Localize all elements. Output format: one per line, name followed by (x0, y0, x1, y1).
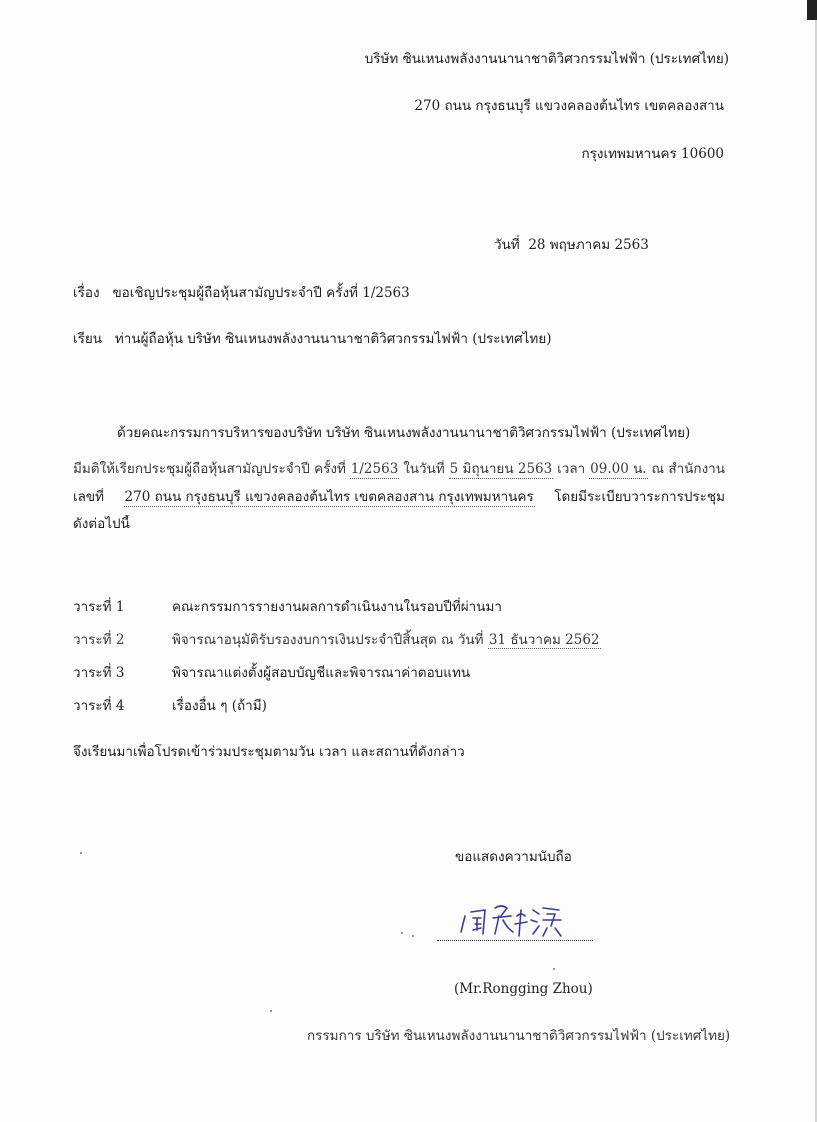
scan-speck (80, 852, 82, 854)
agenda-3-text: พิจารณาแต่งตั้งผู้สอบบัญชีและพิจารณาค่าตอบแทน (172, 665, 471, 681)
signatory-title: กรรมการ บริษัท ซินเหนงพลังงานนานาชาติวิศวกรรมไฟฟ้า (ประเทศไทย) (307, 1028, 731, 1044)
letter-date (494, 236, 649, 254)
recipient-label: เรียน (73, 331, 103, 347)
signatory-name: (Mr.Rongging Zhou) (454, 981, 593, 997)
body-line2-part-d: ณ สำนักงาน (651, 461, 725, 477)
meeting-date: 5 มิถุนายน 2563 (449, 461, 553, 477)
closing-sentence: จึงเรียนมาเพื่อโปรดเข้าร่วมประชุมตามวัน เวลา และสถานที่ดังกล่าว (73, 744, 465, 760)
meeting-address: 270 ถนน กรุงธนบุรี แขวงคลองต้นไทร เขตคลองสาน กรุงเทพมหานคร (124, 489, 534, 505)
recipient-text: ท่านผู้ถือหุ้น บริษัท ซินเหนงพลังงานนานาชาติวิศวกรรมไฟฟ้า (ประเทศไทย) (114, 331, 552, 347)
body-line2-part-a: มีมติให้เรียกประชุมผู้ถือหุ้นสามัญประจำปี ครั้งที่ (73, 461, 346, 477)
body-line2-part-b: ในวันที่ (403, 461, 445, 477)
scan-speck (401, 932, 403, 934)
body-line2-part-c: เวลา (557, 461, 586, 477)
body-line-4: ดังต่อไปนี้ (73, 516, 130, 532)
scan-corner-mark (807, 0, 817, 20)
body-line-1: ด้วยคณะกรรมการบริหารของบริษัท บริษัท ซินเหนงพลังงานนานาชาติวิศวกรรมไฟฟ้า (ประเทศไทย) (117, 425, 691, 441)
scan-speck (270, 1010, 272, 1012)
body-line3-part-a: เลขที่ (73, 489, 105, 505)
meeting-time: 09.00 น. (590, 461, 647, 477)
regards: ขอแสดงความนับถือ (455, 849, 572, 865)
header-address: 270 ถนน กรุงธนบุรี แขวงคลองต้นไทร เขตคลองสาน (414, 98, 724, 114)
subject-text: ขอเชิญประชุมผู้ถือหุ้นสามัญประจำปี ครั้งที่ 1/2563 (112, 285, 410, 301)
agenda-4-text: เรื่องอื่น ๆ (ถ้ามี) (172, 698, 267, 714)
body-line3-part-b: โดยมีระเบียบวาระการประชุม (554, 489, 725, 505)
body-line-2 (73, 460, 725, 479)
date-value: 28 พฤษภาคม 2563 (528, 237, 649, 253)
scan-speck (412, 935, 414, 937)
agenda-2-text: พิจารณาอนุมัติรับรองงบการเงินประจำปีสิ้นสุด ณ วันที่ (172, 632, 484, 648)
signature-line (437, 940, 593, 941)
date-label: วันที่ (494, 237, 520, 253)
subject-line (73, 284, 410, 302)
agenda-2-number: วาระที่ 2 (73, 632, 125, 648)
recipient-line (73, 330, 552, 348)
agenda-2-date: 31 ธันวาคม 2562 (488, 632, 600, 648)
agenda-4-number: วาระที่ 4 (73, 698, 125, 714)
body-line-3 (73, 488, 725, 507)
header-city: กรุงเทพมหานคร 10600 (581, 146, 724, 162)
agenda-1-text: คณะกรรมการรายงานผลการดำเนินงานในรอบปีที่ผ่านมา (172, 599, 502, 615)
agenda-1-number: วาระที่ 1 (73, 599, 125, 615)
subject-label: เรื่อง (73, 285, 100, 301)
agenda-3-number: วาระที่ 3 (73, 665, 125, 681)
scan-speck (553, 968, 555, 970)
meeting-number: 1/2563 (350, 461, 399, 477)
header-company: บริษัท ซินเหนงพลังงานนานาชาติวิศวกรรมไฟฟ้า (ประเทศไทย) (364, 51, 729, 67)
agenda-2-line (172, 631, 601, 649)
handwritten-signature (455, 898, 575, 942)
